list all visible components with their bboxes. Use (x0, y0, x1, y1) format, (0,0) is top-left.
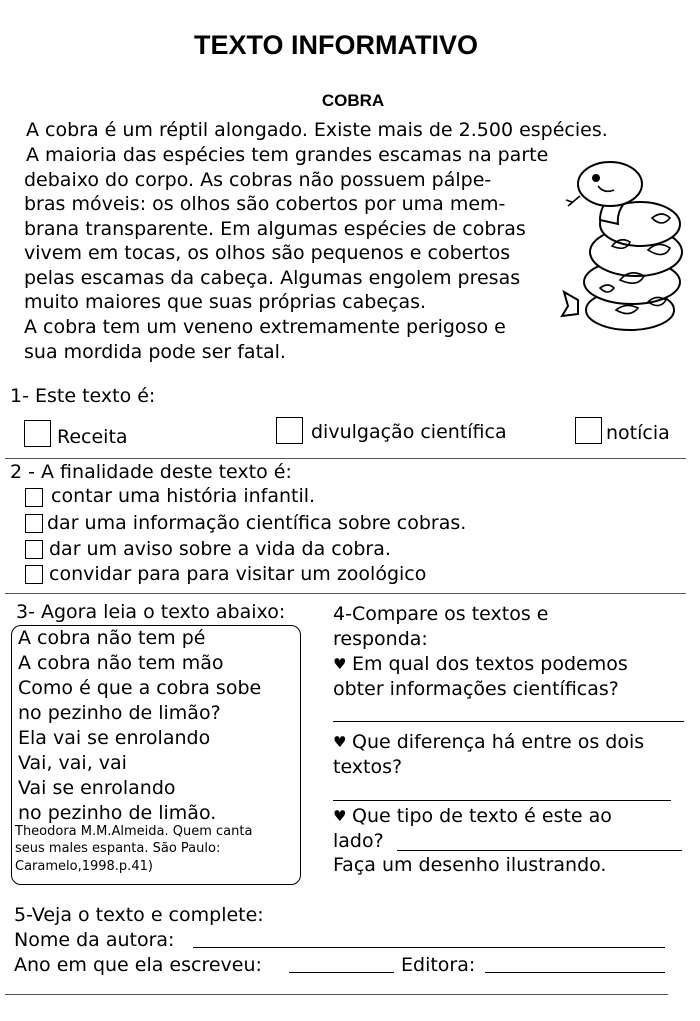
option-divulgacao-label: divulgação científica (311, 421, 507, 443)
poem-box (11, 625, 301, 885)
answer-line[interactable] (333, 721, 684, 722)
poem-line: A cobra não tem pé (18, 627, 206, 649)
heart-bullet-icon: ♥ (333, 807, 347, 825)
q4-item-2-text: Que diferença há entre os dois (352, 731, 645, 753)
paragraph-line: pelas escamas da cabeça. Algumas engolem presas (24, 267, 521, 289)
question-5-label: 5-Veja o texto e complete: (14, 904, 264, 926)
paragraph-line: A cobra tem um veneno extremamente perigoso e (24, 316, 506, 338)
option-noticia-label: notícia (606, 422, 670, 444)
paragraph-line: muito maiores que suas próprias cabeças. (24, 291, 427, 313)
poem-line: Vai, vai, vai (18, 752, 127, 774)
q4-item-3-text: Que tipo de texto é este ao (352, 805, 612, 827)
question-1-label: 1- Este texto é: (10, 385, 156, 407)
checkbox-divulgacao-cientifica[interactable] (276, 417, 303, 444)
divider (5, 994, 668, 995)
author-name-label: Nome da autora: (14, 929, 175, 951)
snake-illustration (560, 150, 690, 340)
q2-option-label: dar um aviso sobre a vida da cobra. (49, 538, 391, 560)
publisher-field[interactable] (485, 972, 665, 973)
question-4-label: 4-Compare os textos e (333, 603, 549, 625)
q4-item-1-text: Em qual dos textos podemos (352, 653, 628, 675)
question-4-label: responda: (333, 628, 428, 650)
q2-option-label: contar uma história infantil. (51, 485, 316, 507)
drawing-instruction: Faça um desenho ilustrando. (333, 854, 607, 876)
q2-option-label: convidar para para visitar um zoológico (49, 563, 427, 585)
checkbox-option-2[interactable] (25, 514, 43, 533)
checkbox-option-3[interactable] (25, 540, 43, 559)
question-2-label: 2 - A finalidade deste texto é: (10, 461, 292, 483)
checkbox-noticia[interactable] (575, 417, 602, 444)
poem-line: no pezinho de limão? (18, 702, 221, 724)
checkbox-option-4[interactable] (25, 565, 43, 584)
answer-line[interactable] (397, 850, 682, 851)
paragraph-line: A cobra é um réptil alongado. Existe mais de 2.500 espécies. (26, 119, 608, 141)
paragraph-line: bras móveis: os olhos são cobertos por uma mem- (24, 193, 506, 215)
poem-line: Ela vai se enrolando (18, 727, 211, 749)
paragraph-line: A maioria das espécies tem grandes escamas na parte (26, 144, 549, 166)
poem-line: A cobra não tem mão (18, 652, 224, 674)
publisher-label: Editora: (401, 954, 476, 976)
heart-bullet-icon: ♥ (333, 733, 347, 751)
paragraph-line: vivem em tocas, os olhos são pequenos e cobertos (24, 242, 511, 264)
q4-item-1-text: obter informações científicas? (333, 678, 619, 700)
q4-item-2-text: textos? (333, 756, 403, 778)
citation-line: Caramelo,1998.p.41) (15, 859, 153, 874)
option-receita-label: Receita (57, 426, 128, 448)
question-3-label: 3- Agora leia o texto abaixo: (16, 601, 286, 623)
poem-line: Vai se enrolando (18, 777, 176, 799)
poem-line: Como é que a cobra sobe (18, 677, 262, 699)
checkbox-option-1[interactable] (25, 488, 43, 507)
q4-item-3-text: lado? (333, 830, 384, 852)
citation-line: seus males espanta. São Paulo: (15, 841, 221, 856)
year-field[interactable] (289, 972, 394, 973)
divider (5, 458, 686, 459)
heart-bullet-icon: ♥ (333, 655, 347, 673)
poem-line: no pezinho de limão. (18, 802, 217, 824)
q2-option-label: dar uma informação científica sobre cobras. (47, 512, 467, 534)
author-name-field[interactable] (193, 947, 665, 948)
checkbox-receita[interactable] (24, 420, 51, 447)
paragraph-line: debaixo do corpo. As cobras não possuem pálpe- (24, 169, 492, 191)
page-title: TEXTO INFORMATIVO (193, 30, 478, 60)
citation-line: Theodora M.M.Almeida. Quem canta (15, 824, 253, 839)
section-subtitle: COBRA (321, 91, 385, 110)
answer-line[interactable] (333, 800, 671, 801)
divider (5, 593, 686, 594)
paragraph-line: brana transparente. Em algumas espécies de cobras (24, 218, 526, 240)
year-label: Ano em que ela escreveu: (14, 954, 262, 976)
paragraph-line: sua mordida pode ser fatal. (24, 341, 286, 363)
